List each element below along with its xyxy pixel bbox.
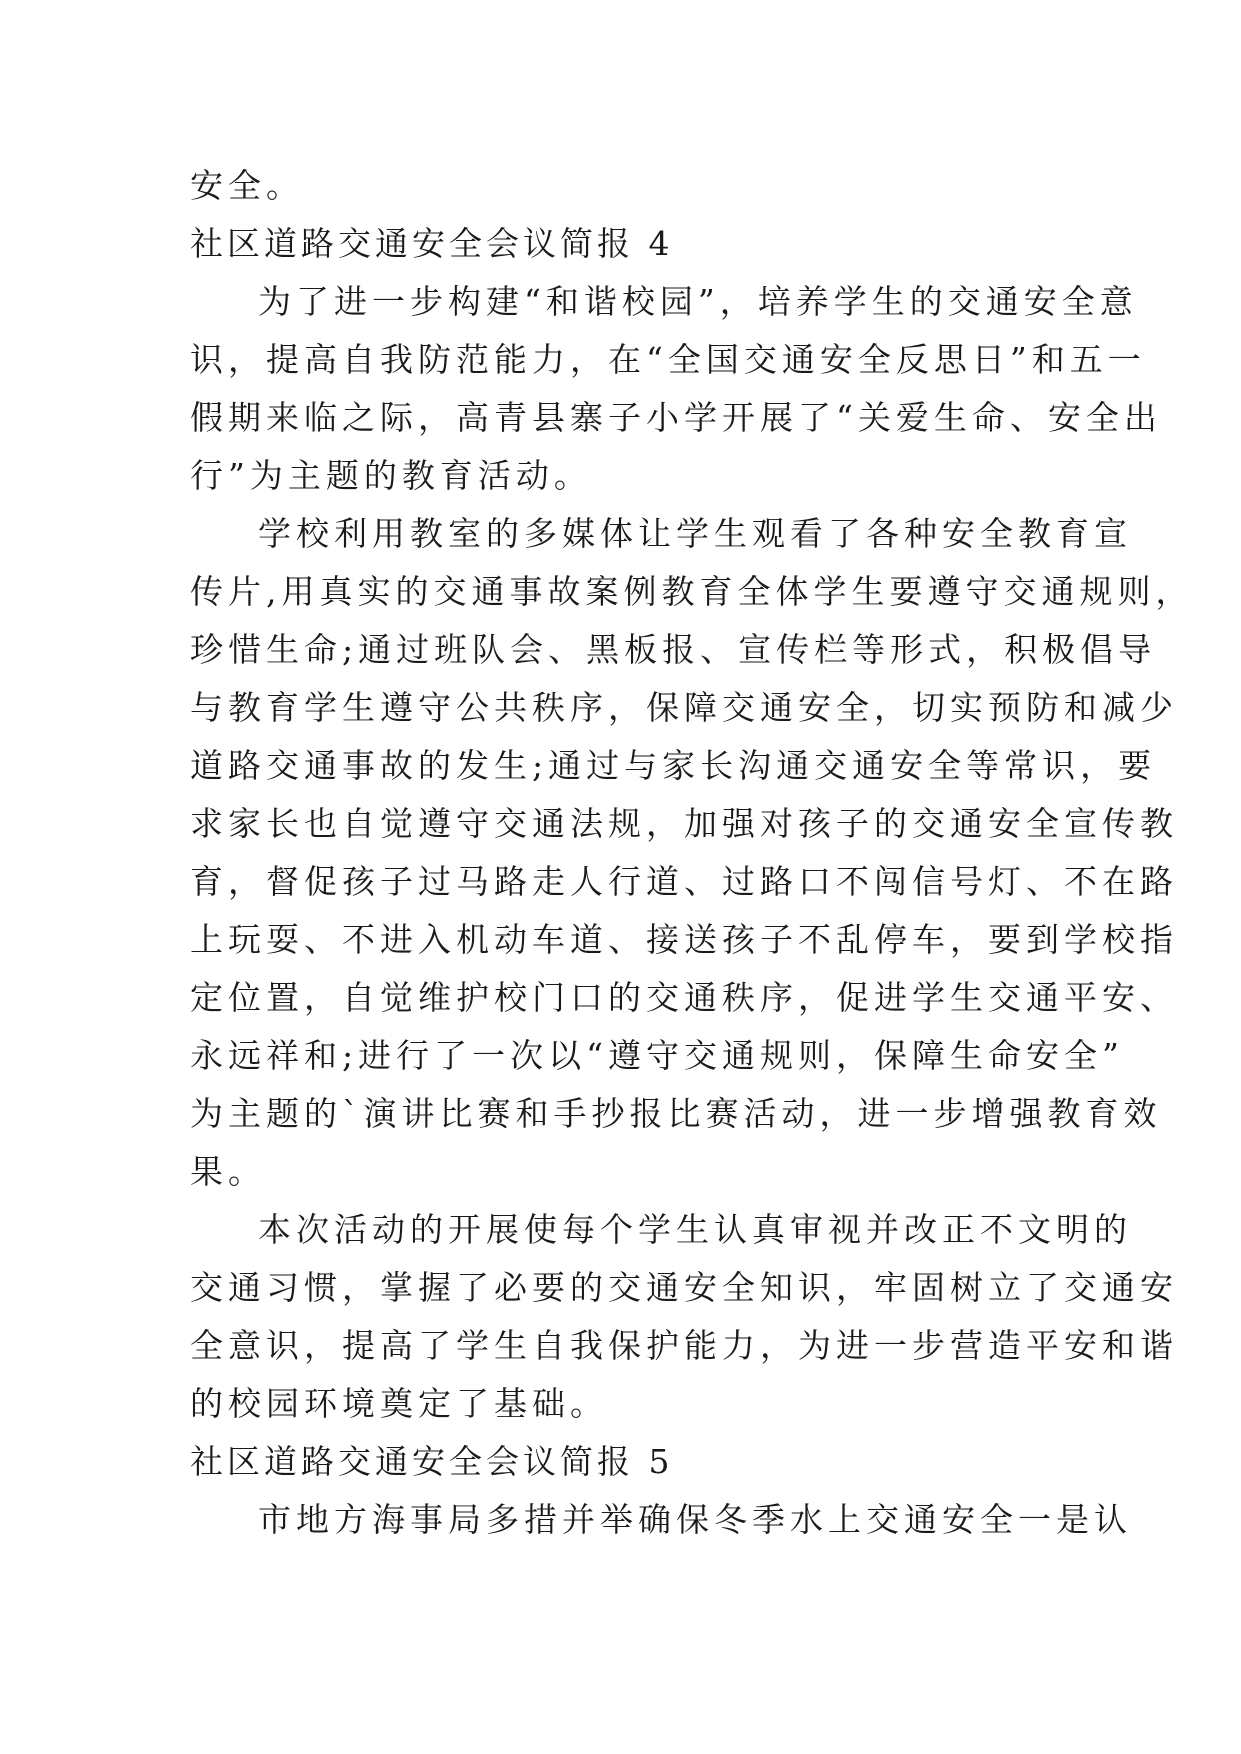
- paragraph-line: 定位置，自觉维护校门口的交通秩序，促进学生交通平安、: [190, 978, 1178, 1017]
- section-heading-5: 社区道路交通安全会议简报 5: [190, 1442, 674, 1481]
- paragraph-line: 为主题的`演讲比赛和手抄报比赛活动，进一步增强教育效: [190, 1094, 1162, 1133]
- paragraph-line: 与教育学生遵守公共秩序，保障交通安全，切实预防和减少: [190, 688, 1178, 727]
- paragraph-line: 学校利用教室的多媒体让学生观看了各种安全教育宣: [258, 514, 1132, 553]
- paragraph-line: 本次活动的开展使每个学生认真审视并改正不文明的: [258, 1210, 1132, 1249]
- paragraph-line: 交通习惯，掌握了必要的交通安全知识，牢固树立了交通安: [190, 1268, 1178, 1307]
- paragraph-line: 安全。: [190, 166, 304, 205]
- paragraph-line: 道路交通事故的发生;通过与家长沟通交通安全等常识，要: [190, 746, 1157, 785]
- paragraph-line: 为了进一步构建“和谐校园”，培养学生的交通安全意: [258, 282, 1138, 321]
- paragraph-line: 传片,用真实的交通事故案例教育全体学生要遵守交通规则，: [190, 572, 1194, 611]
- paragraph-line: 的校园环境奠定了基础。: [190, 1384, 608, 1423]
- section-heading-4: 社区道路交通安全会议简报 4: [190, 224, 674, 263]
- paragraph-line: 行”为主题的教育活动。: [190, 456, 592, 495]
- paragraph-line: 市地方海事局多措并举确保冬季水上交通安全一是认: [258, 1500, 1132, 1539]
- paragraph-line: 果。: [190, 1152, 266, 1191]
- paragraph-line: 上玩耍、不进入机动车道、接送孩子不乱停车，要到学校指: [190, 920, 1178, 959]
- paragraph-line: 全意识，提高了学生自我保护能力，为进一步营造平安和谐: [190, 1326, 1178, 1365]
- paragraph-line: 求家长也自觉遵守交通法规，加强对孩子的交通安全宣传教: [190, 804, 1178, 843]
- paragraph-line: 识，提高自我防范能力，在“全国交通安全反思日”和五一: [190, 340, 1146, 379]
- document-body: [190, 157, 1194, 1549]
- paragraph-line: 永远祥和;进行了一次以“遵守交通规则，保障生命安全”: [190, 1036, 1124, 1075]
- paragraph-line: 珍惜生命;通过班队会、黑板报、宣传栏等形式，积极倡导: [190, 630, 1157, 669]
- paragraph-line: 假期来临之际，高青县寨子小学开展了“关爱生命、安全出: [190, 398, 1162, 437]
- paragraph-line: 育，督促孩子过马路走人行道、过路口不闯信号灯、不在路: [190, 862, 1178, 901]
